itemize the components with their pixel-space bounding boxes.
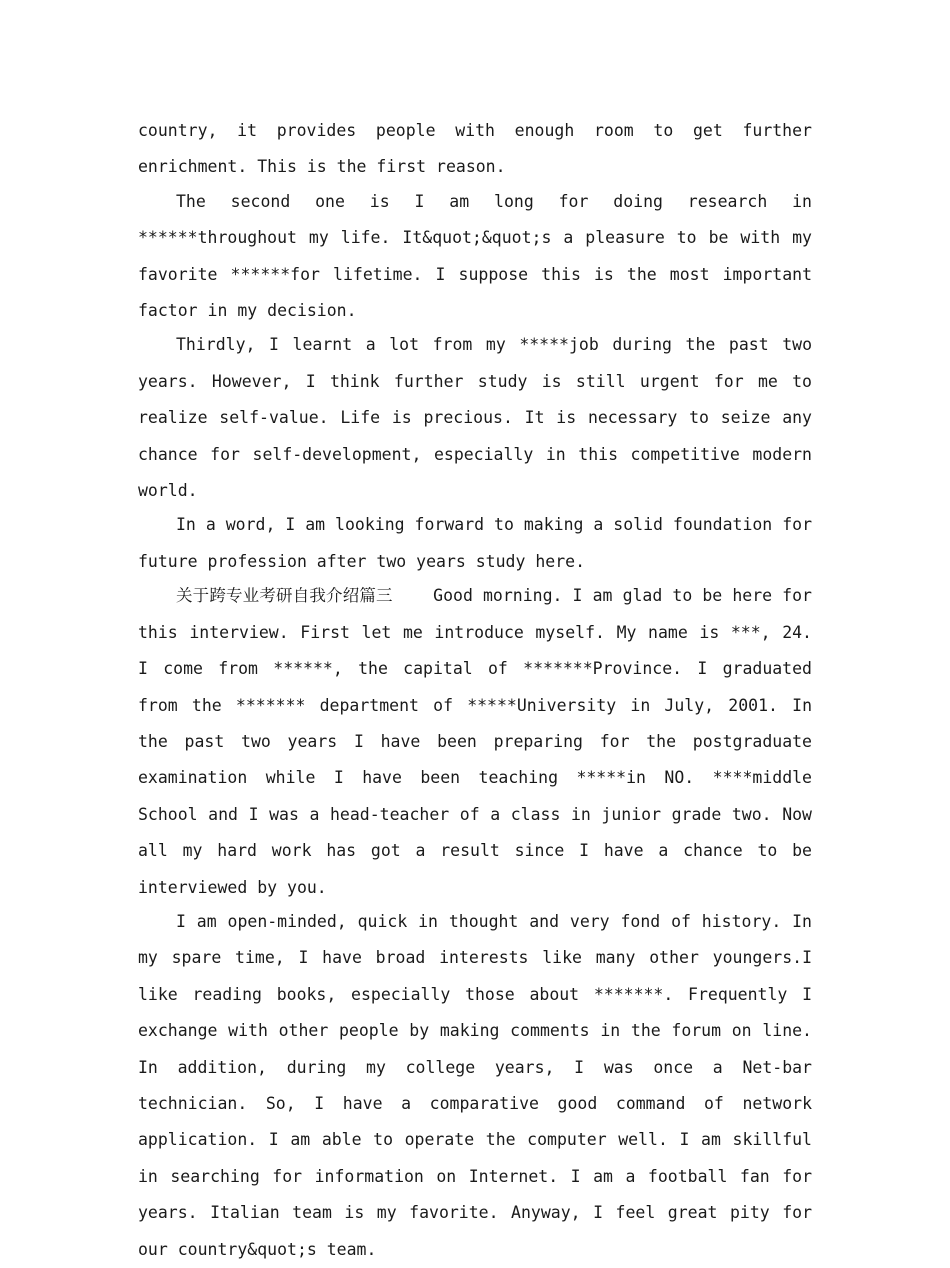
document-page [138,113,812,1268]
section-heading: 关于跨专业考研自我介绍篇三 [176,586,393,606]
paragraph-text: Good morning. I am glad to be here for this interview. First let me introduce myself. My name is ***, 24. I come from ******, the capital of *******Province. I graduated from the ******* department of *****University in July, 2001. In the past two years I have been preparing for the postgraduate examination while I have been teaching *****in NO. ****middle School and I was a head-teacher of a class in junior grade two. Now all my hard work has got a result since I have a chance to be interviewed by you. [138,586,812,897]
paragraph-second-reason [138,184,812,330]
paragraph-text: Thirdly, I learnt a lot from my *****job during the past two years. However, I think further study is still urgent for me to realize self-value. Life is precious. It is necessary to seize any chance for self-development, especially in this competitive modern world. [138,335,812,501]
paragraph-text: The second one is I am long for doing research in ******throughout my life. It&quot;&quot;s a pleasure to be with my favorite ******for lifetime. I suppose this is the most important factor in my decision. [138,191,812,321]
paragraph-section-three [138,578,812,906]
paragraph-text: country, it provides people with enough room to get further enrichment. This is the first reason. [138,121,812,177]
paragraph-conclusion [138,507,812,580]
paragraph-text: I am open-minded, quick in thought and very fond of history. In my spare time, I have broad interests like many other youngers.I like reading books, especially those about *******. Frequently I exchange with other people by making comments in the forum on line. In addition, during my college years, I was once a Net-bar technician. So, I have a comparative good command of network application. I am able to operate the computer well. I am skillful in searching for information on Internet. I am a football fan for years. Italian team is my favorite. Anyway, I feel great pity for our country&quot;s team. [138,911,812,1259]
paragraph-text: In a word, I am looking forward to making a solid foundation for future profession after two years study here. [138,515,812,571]
paragraph-first-reason [138,113,812,186]
heading-gap [393,586,433,605]
paragraph-personality [138,904,812,1268]
paragraph-third-reason [138,327,812,509]
